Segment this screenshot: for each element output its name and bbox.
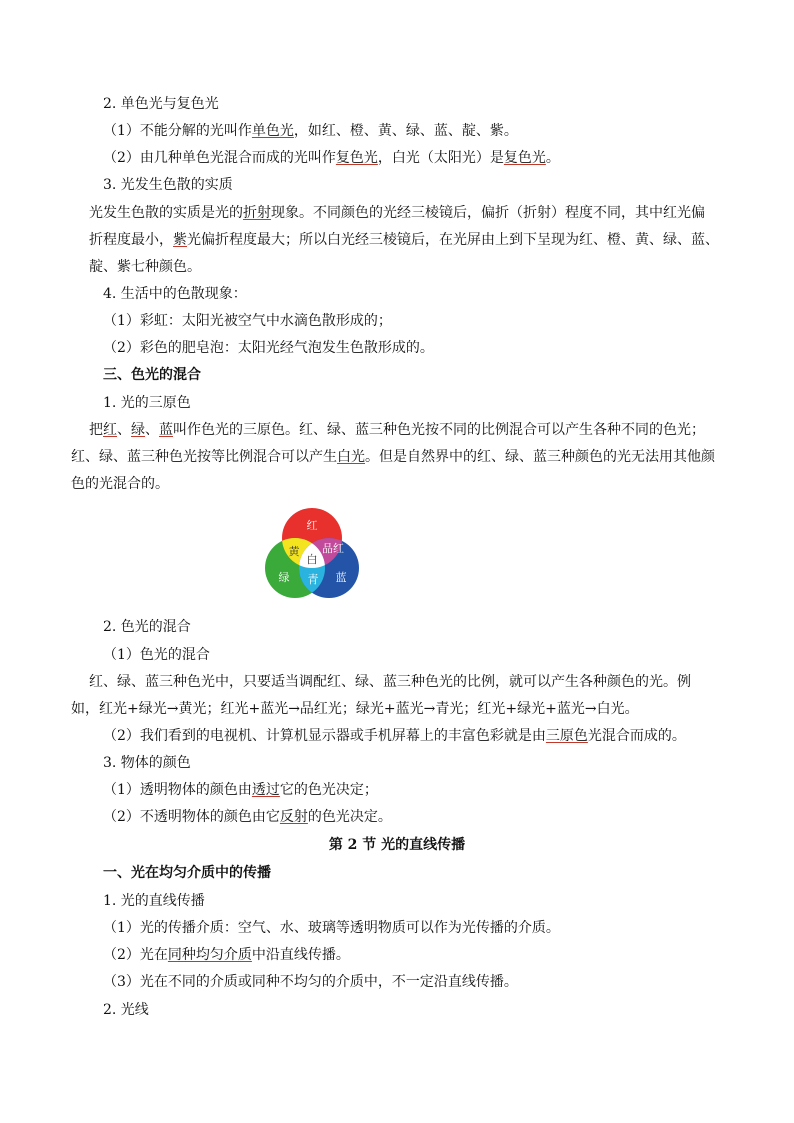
label-green: 绿 xyxy=(278,571,290,584)
heading-object-color: 3. 物体的颜色 xyxy=(103,755,191,771)
heading-uniform-medium: 一、光在均匀介质中的传播 xyxy=(103,865,271,881)
paragraph-primary-colors-line3: 色的光混合的。 xyxy=(71,476,169,492)
heading-dispersion-essence: 3. 光发生色散的实质 xyxy=(103,177,233,193)
heading-three-primary-colors: 1. 光的三原色 xyxy=(103,395,191,411)
key-term: 紫 xyxy=(173,232,187,248)
paragraph-transparent-object: （1）透明物体的颜色由透过它的色光决定； xyxy=(103,782,378,798)
key-term: 绿 xyxy=(131,422,145,438)
paragraph-dispersion-line2: 折程度最小，紫光偏折程度最大；所以白光经三棱镜后，在光屏由上到下呈现为红、橙、黄、绿、蓝、 xyxy=(89,232,719,248)
section-title-linear-propagation: 第 2 节 光的直线传播 xyxy=(328,837,466,853)
paragraph-opaque-object: （2）不透明物体的颜色由它反射的色光决定。 xyxy=(103,809,392,825)
paragraph-compound-light: （2）由几种单色光混合而成的光叫作复色光，白光（太阳光）是复色光。 xyxy=(103,150,560,166)
key-term: 蓝 xyxy=(159,422,173,438)
heading-color-mixing: 三、色光的混合 xyxy=(103,367,201,383)
paragraph-dispersion-line1: 光发生色散的实质是光的折射现象。不同颜色的光经三棱镜后，偏折（折射）程度不同，其中红光偏 xyxy=(89,205,705,221)
heading-dispersion-in-life: 4. 生活中的色散现象： xyxy=(103,286,247,302)
paragraph-monochromatic-light: （1）不能分解的光叫作单色光，如红、橙、黄、绿、蓝、靛、紫。 xyxy=(103,123,518,139)
key-term: 白光 xyxy=(337,449,365,465)
label-blue: 蓝 xyxy=(335,571,347,584)
heading-light-mixing: 2. 色光的混合 xyxy=(103,619,191,635)
paragraph-rainbow: （1）彩虹：太阳光被空气中水滴色散形成的； xyxy=(103,313,392,329)
paragraph-soap-bubble: （2）彩色的肥皂泡：太阳光经气泡发生色散形成的。 xyxy=(103,340,434,356)
heading-light-ray: 2. 光线 xyxy=(103,1002,149,1018)
subheading-light-mixing: （1）色光的混合 xyxy=(103,647,210,663)
paragraph-screen-colors: （2）我们看到的电视机、计算机显示器或手机屏幕上的丰富色彩就是由三原色光混合而成的。 xyxy=(103,728,686,744)
key-term: 三原色 xyxy=(545,728,588,744)
key-term: 透过 xyxy=(251,782,280,798)
label-magenta: 品红 xyxy=(322,542,344,555)
paragraph-uniform-medium: （2）光在同种均匀介质中沿直线传播。 xyxy=(103,947,350,963)
label-red: 红 xyxy=(306,519,318,532)
key-term: 单色光 xyxy=(251,123,294,139)
label-white: 白 xyxy=(306,553,318,566)
key-term: 反射 xyxy=(279,809,308,825)
key-term: 同种均匀介质 xyxy=(167,947,252,963)
paragraph-mixing-line2: 如，红光+绿光→黄光；红光+蓝光→品红光；绿光+蓝光→青光；红光+绿光+蓝光→白光。 xyxy=(71,701,639,717)
heading-monochromatic-and-compound-light: 2. 单色光与复色光 xyxy=(103,96,219,112)
label-yellow: 黄 xyxy=(288,545,300,558)
paragraph-dispersion-line3: 靛、紫七种颜色。 xyxy=(89,259,201,275)
key-term: 复色光 xyxy=(503,150,546,166)
paragraph-primary-colors-line2: 红、绿、蓝三种色光按等比例混合可以产生白光。但是自然界中的红、绿、蓝三种颜色的光无法用其他颜 xyxy=(71,449,715,465)
paragraph-primary-colors-line1: 把红、绿、蓝叫作色光的三原色。红、绿、蓝三种色光按不同的比例混合可以产生各种不同的色光； xyxy=(89,422,705,438)
key-term: 复色光 xyxy=(335,150,378,166)
key-term: 红 xyxy=(103,422,117,438)
key-term: 折射 xyxy=(243,205,271,221)
additive-color-venn-diagram xyxy=(257,505,367,605)
paragraph-nonuniform-medium: （3）光在不同的介质或同种不均匀的介质中，不一定沿直线传播。 xyxy=(103,974,518,990)
paragraph-mixing-line1: 红、绿、蓝三种色光中，只要适当调配红、绿、蓝三种色光的比例，就可以产生各种颜色的光。例 xyxy=(89,674,691,690)
paragraph-propagation-medium: （1）光的传播介质：空气、水、玻璃等透明物质可以作为光传播的介质。 xyxy=(103,920,560,936)
heading-straight-line-propagation: 1. 光的直线传播 xyxy=(103,893,205,909)
label-cyan: 青 xyxy=(307,573,319,586)
